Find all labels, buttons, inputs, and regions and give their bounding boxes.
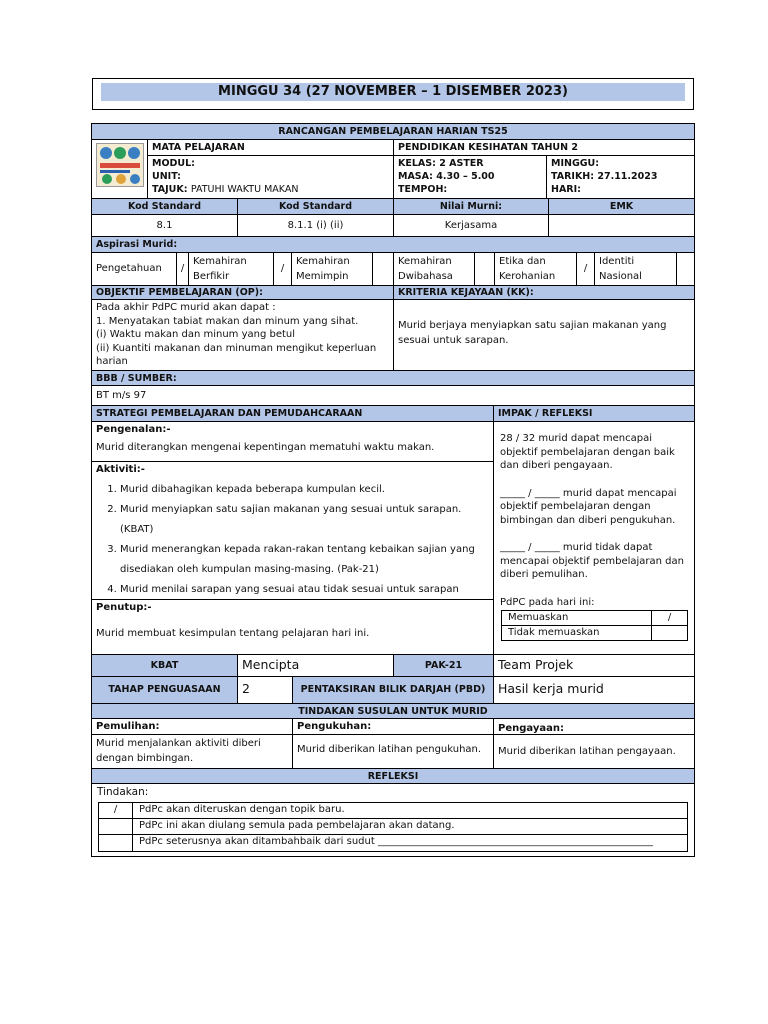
tarikh-label: TARIKH: 27.11.2023 (551, 171, 658, 182)
bbb-value: BT m/s 97 (92, 386, 694, 406)
pengukuhan-label: Pengukuhan: (293, 719, 494, 735)
modul-unit-tajuk (148, 156, 394, 199)
tindakan-text-label: Tindakan: (97, 786, 149, 798)
subject-value: PENDIDIKAN KESIHATAN TAHUN 2 (394, 140, 694, 156)
pdpc-label: PdPC pada hari ini: (500, 596, 595, 608)
aspirasi-item: Kemahiran Berfikir (189, 253, 274, 286)
pemulihan-text: Murid menjalankan aktiviti diberi dengan bimbingan. (92, 735, 293, 769)
objektif-content (92, 300, 394, 371)
pengukuhan-text: Murid diberikan latihan pengukuhan. (293, 735, 494, 769)
tempoh-label: TEMPOH: (398, 184, 448, 195)
refleksi-label: REFLEKSI (92, 769, 694, 784)
emk-label: EMK (549, 199, 694, 215)
aspirasi-mark: / (274, 253, 292, 286)
pdpc-opt-memuaskan: Memuaskan (502, 611, 652, 626)
aktiviti-item: 1. Murid dibahagikan kepada beberapa kumpulan kecil. (120, 480, 489, 500)
masa-label: MASA: 4.30 – 5.00 (398, 171, 495, 182)
objektif-line: 1. Menyatakan tabiat makan dan minum yang sihat. (96, 315, 359, 327)
impak-line-3: _____ / _____ murid tidak dapat mencapai objektif pembelajaran dan diberi pemulihan. (500, 542, 684, 580)
pengenalan-text: Murid diterangkan mengenai kepentingan mematuhi waktu makan. (96, 442, 435, 453)
aspirasi-item: Etika dan Kerohanian (495, 253, 577, 286)
pak21-value: Team Projek (494, 655, 694, 677)
refleksi-mark (99, 819, 133, 835)
aktiviti-item: 3. Murid menerangkan kepada rakan-rakan tentang kebaikan sajian yang disediakan oleh kumpulan masing-masing. (Pak-21) (120, 540, 489, 580)
minggu-tarikh-hari (547, 156, 694, 199)
unit-label: UNIT: (152, 171, 181, 182)
pbd-value: Hasil kerja murid (494, 677, 694, 704)
kbat-label: KBAT (92, 655, 238, 677)
aktiviti-item: 2. Murid menyiapkan satu sajian makanan yang sesuai untuk sarapan. (KBAT) (120, 500, 489, 540)
logo-cell (92, 140, 148, 199)
tajuk-value: PATUHI WAKTU MAKAN (190, 184, 299, 195)
impak-label: IMPAK / REFLEKSI (494, 406, 694, 422)
tajuk-label: TAJUK: (152, 184, 188, 195)
aktiviti-list (96, 480, 489, 600)
pbd-label: PENTAKSIRAN BILIK DARJAH (PBD) (293, 677, 494, 704)
aspirasi-item: Identiti Nasional (595, 253, 677, 286)
textbook-logo-icon (96, 143, 144, 187)
aspirasi-mark: / (177, 253, 189, 286)
nilai-label: Nilai Murni: (394, 199, 549, 215)
pengayaan-label: Pengayaan: (494, 719, 694, 735)
pengenalan-section (92, 422, 494, 462)
kelas-label: KELAS: 2 ASTER (398, 158, 484, 169)
objektif-line: (ii) Kuantiti makanan dan minuman mengikut keperluan harian (96, 342, 377, 367)
tahap-value: 2 (238, 677, 293, 704)
aspirasi-item: Kemahiran Dwibahasa (394, 253, 475, 286)
sp-label: Kod Standard (238, 199, 394, 215)
refleksi-row-text: PdPc seterusnya akan ditambahbaik dari sudut _______________________________________________________ (139, 836, 653, 847)
pdpc-opt-mark: / (652, 611, 687, 626)
minggu-label: MINGGU: (551, 158, 600, 169)
penutup-section (92, 600, 494, 655)
objektif-line: Pada akhir PdPC murid akan dapat : (96, 302, 276, 313)
sp-value: 8.1.1 (i) (ii) (238, 215, 394, 237)
refleksi-mark (99, 835, 133, 851)
week-title-box (92, 78, 694, 110)
kbat-value: Mencipta (238, 655, 394, 677)
aktiviti-item: 4. Murid menilai sarapan yang sesuai atau tidak sesuai untuk sarapan (120, 580, 489, 600)
tahap-label: TAHAP PENGUASAAN (92, 677, 238, 704)
impak-line-1: 28 / 32 murid dapat mencapai objektif pembelajaran dengan baik dan diberi pengayaan. (500, 433, 675, 471)
hari-label: HARI: (551, 184, 581, 195)
pengenalan-label: Pengenalan:- (96, 424, 171, 435)
kelas-masa-tempoh (394, 156, 547, 199)
penutup-text: Murid membuat kesimpulan tentang pelajaran hari ini. (96, 628, 370, 639)
refleksi-table (98, 802, 688, 852)
kriteria-label: KRITERIA KEJAYAAN (KK): (394, 286, 694, 300)
aspirasi-item: Kemahiran Memimpin (292, 253, 373, 286)
tindakan-label: TINDAKAN SUSULAN UNTUK MURID (92, 704, 694, 719)
penutup-label: Penutup:- (96, 602, 152, 613)
refleksi-mark: / (99, 803, 133, 819)
aktiviti-label: Aktiviti:- (96, 464, 145, 475)
aspirasi-mark (677, 253, 694, 286)
subject-label: MATA PELAJARAN (148, 140, 394, 156)
strategi-label: STRATEGI PEMBELAJARAN DAN PEMUDAHCARAAN (92, 406, 494, 422)
aspirasi-item: Pengetahuan (92, 253, 177, 286)
plan-header: RANCANGAN PEMBELAJARAN HARIAN TS25 (92, 124, 694, 140)
nilai-value: Kerjasama (394, 215, 549, 237)
aspirasi-mark (475, 253, 495, 286)
pemulihan-label: Pemulihan: (92, 719, 293, 735)
lesson-plan-table (91, 123, 695, 857)
kriteria-text: Murid berjaya menyiapkan satu sajian makanan yang sesuai untuk sarapan. (394, 300, 694, 371)
pak21-label: PAK-21 (394, 655, 494, 677)
refleksi-row-text: PdPc akan diteruskan dengan topik baru. (133, 803, 687, 819)
sk-label: Kod Standard (92, 199, 238, 215)
sk-value: 8.1 (92, 215, 238, 237)
pdpc-opt-tidak: Tidak memuaskan (502, 626, 652, 640)
objektif-line: (i) Waktu makan dan minum yang betul (96, 329, 296, 340)
emk-value (549, 215, 694, 237)
aspirasi-label: Aspirasi Murid: (92, 237, 694, 253)
page-title: MINGGU 34 (27 NOVEMBER – 1 DISEMBER 2023) (218, 84, 568, 99)
objektif-label: OBJEKTIF PEMBELAJARAN (OP): (92, 286, 394, 300)
modul-label: MODUL: (152, 158, 195, 169)
pdpc-opt-mark (652, 626, 687, 640)
pdpc-options (501, 610, 688, 641)
aspirasi-mark: / (577, 253, 595, 286)
aktiviti-section (92, 462, 494, 600)
refleksi-row-text: PdPc ini akan diulang semula pada pembelajaran akan datang. (133, 819, 687, 835)
aspirasi-mark (373, 253, 394, 286)
impak-line-2: _____ / _____ murid dapat mencapai objektif pembelajaran dengan bimbingan dan diberi pengukuhan. (500, 487, 677, 526)
pengayaan-text: Murid diberikan latihan pengayaan. (494, 735, 694, 769)
bbb-label: BBB / SUMBER: (92, 371, 694, 386)
